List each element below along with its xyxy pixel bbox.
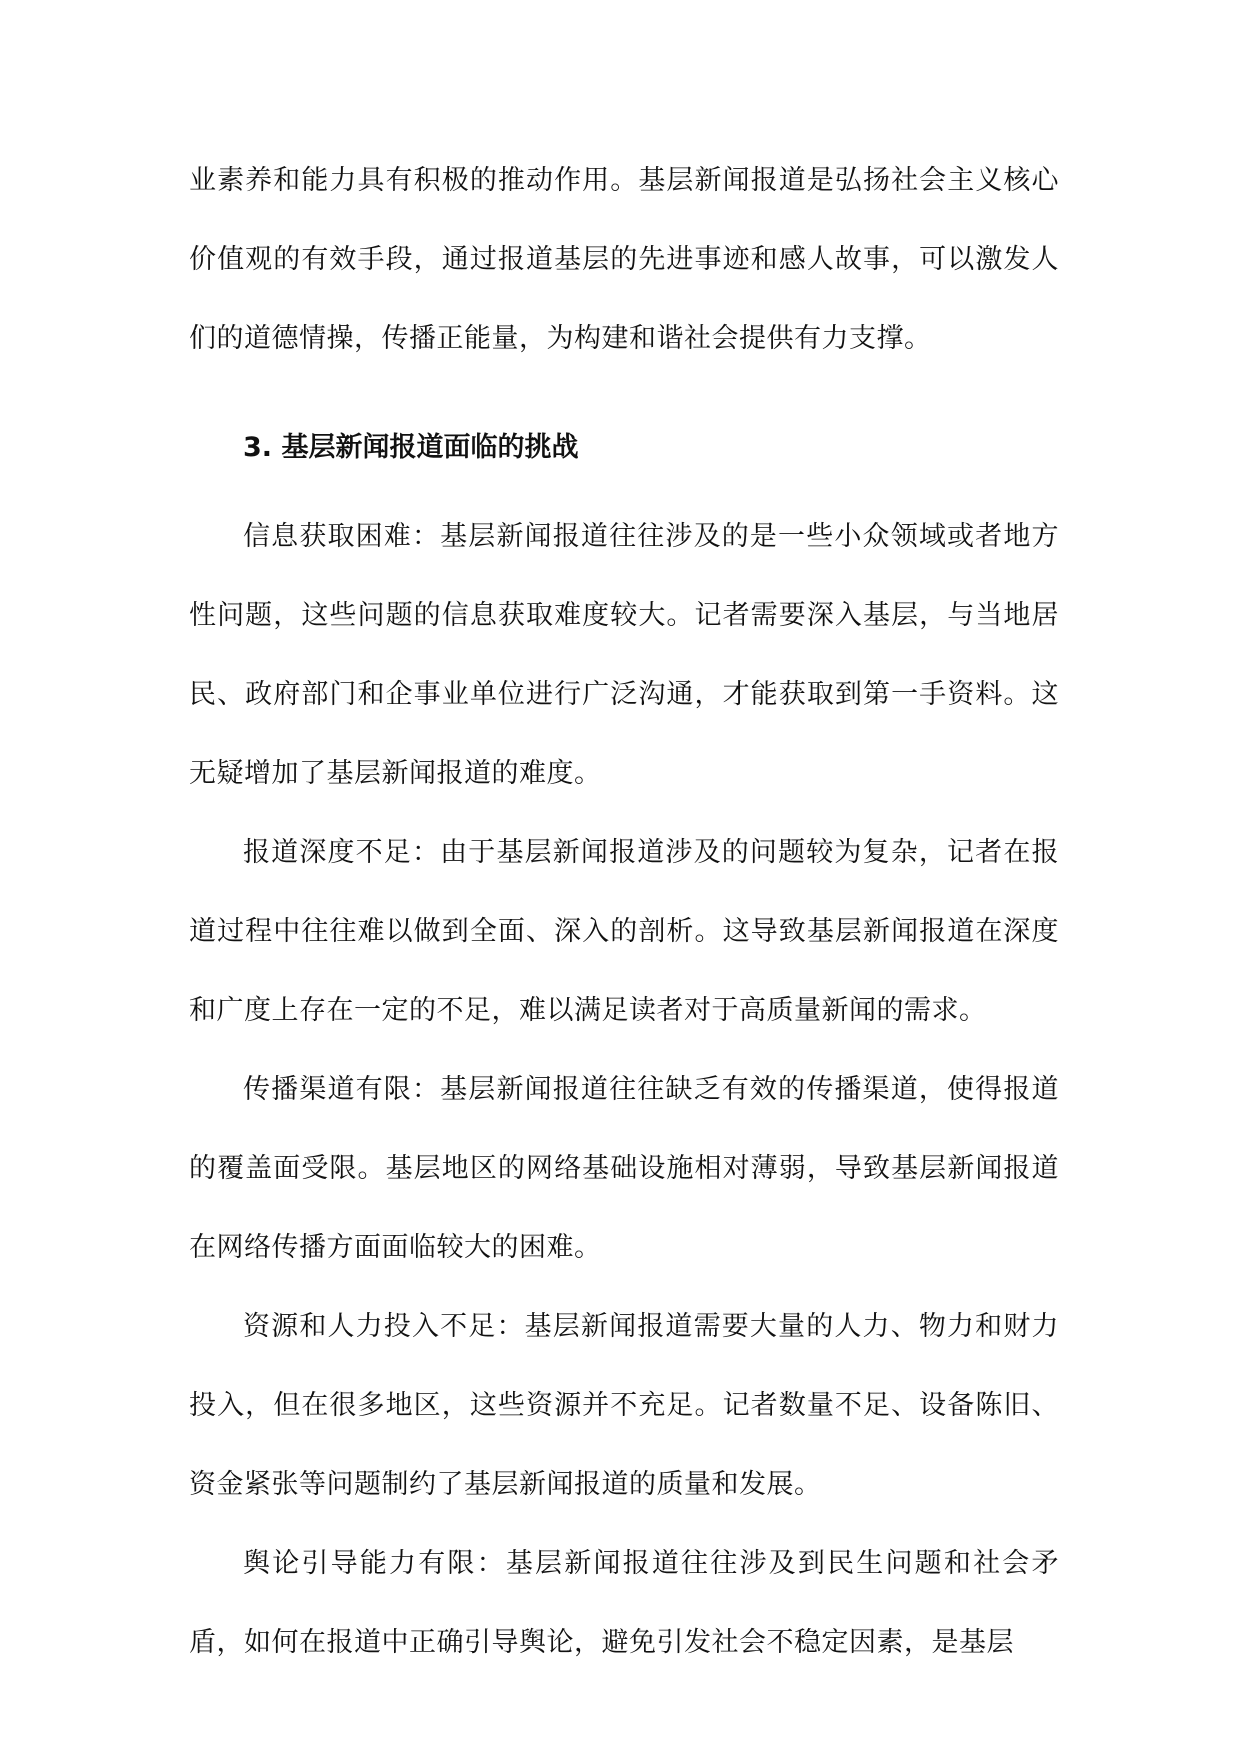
paragraph-distribution-channels: 传播渠道有限：基层新闻报道往往缺乏有效的传播渠道，使得报道的覆盖面受限。基层地区的网络基础设施相对薄弱，导致基层新闻报道在网络传播方面面临较大的困难。 [189,1074,1059,1263]
section-spacer [189,378,1059,398]
continued-paragraph: 业素养和能力具有积极的推动作用。基层新闻报道是弘扬社会主义核心价值观的有效手段，通过报道基层的先进事迹和感人故事，可以激发人们的道德情操，传播正能量，为构建和谐社会提供有力支撑。 [189,165,1059,354]
paragraph-resources: 资源和人力投入不足：基层新闻报道需要大量的人力、物力和财力投入，但在很多地区，这些资源并不充足。记者数量不足、设备陈旧、资金紧张等问题制约了基层新闻报道的质量和发展。 [189,1311,1059,1500]
paragraph-reporting-depth: 报道深度不足：由于基层新闻报道涉及的问题较为复杂，记者在报道过程中往往难以做到全面、深入的剖析。这导致基层新闻报道在深度和广度上存在一定的不足，难以满足读者对于高质量新闻的需求。 [189,837,1059,1026]
paragraph-public-opinion: 舆论引导能力有限：基层新闻报道往往涉及到民生问题和社会矛盾，如何在报道中正确引导舆论，避免引发社会不稳定因素，是基层 [189,1548,1059,1658]
paragraph-information-access: 信息获取困难：基层新闻报道往往涉及的是一些小众领域或者地方性问题，这些问题的信息获取难度较大。记者需要深入基层，与当地居民、政府部门和企事业单位进行广泛沟通，才能获取到第一手资料。这无疑增加了基层新闻报道的难度。 [189,521,1059,789]
document-body [189,141,1059,1682]
section-heading: 3. 基层新闻报道面临的挑战 [243,432,579,463]
